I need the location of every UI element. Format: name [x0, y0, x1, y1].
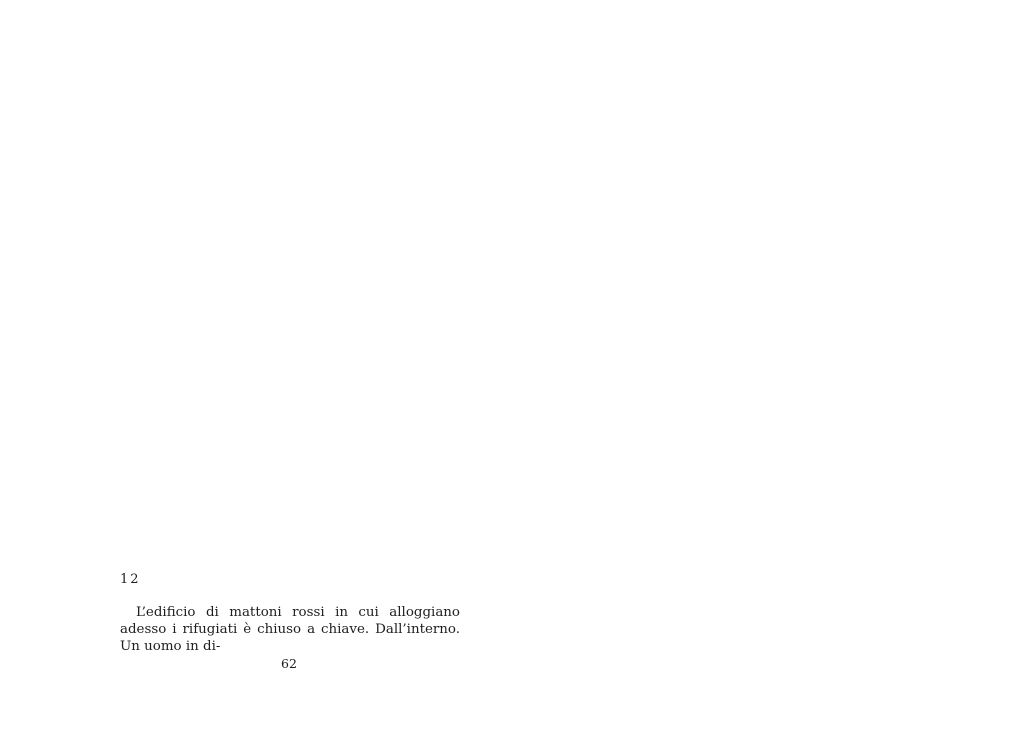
paragraph: L’edificio di mattoni rossi in cui alloggiano adesso i rifugiati è chiuso a chiave. Dall’interno. Un uomo in di- — [120, 605, 460, 655]
left-page — [0, 0, 512, 724]
right-page — [512, 0, 1024, 724]
chapter-number: 12 — [120, 572, 141, 587]
left-page-text — [120, 604, 460, 655]
page-number-left: 62 — [281, 656, 297, 671]
